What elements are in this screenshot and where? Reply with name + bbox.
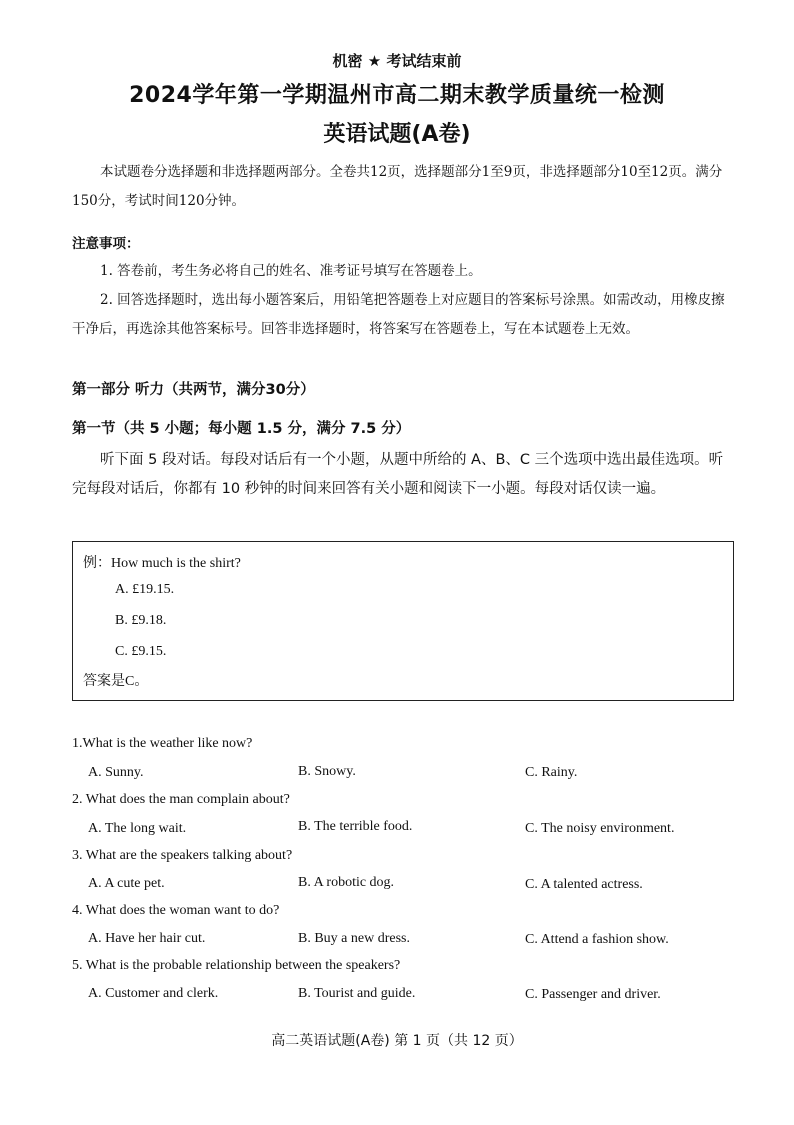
- option-b: B. Tourist and guide.: [298, 986, 416, 1001]
- example-question: 例：How much is the shirt?: [83, 556, 241, 571]
- confidential-label: 机密 ★ 考试结束前: [332, 52, 462, 70]
- question-4: 4. What does the woman want to do?: [72, 903, 280, 918]
- question-2: 2. What does the man complain about?: [72, 792, 290, 807]
- example-box: [72, 541, 734, 701]
- question-1: 1.What is the weather like now?: [72, 736, 253, 751]
- example-option: C. £9.15.: [115, 644, 167, 659]
- option-a: A. Customer and clerk.: [88, 986, 219, 1001]
- notice-item: 2. 回答选择题时，选出每小题答案后，用铅笔把答题卷上对应题目的答案标号涂黑。如需改动，用橡皮擦干净后，再选涂其他答案标号。回答非选择题时，将答案写在答题卷上，写在本试题卷上无效。: [72, 292, 725, 337]
- intro-paragraph: 本试题卷分选择题和非选择题两部分。全卷共12页，选择题部分1至9页，非选择题部分10至12页。满分150分，考试时间120分钟。: [72, 164, 723, 209]
- example-answer: 答案是C。: [83, 674, 149, 689]
- exam-title: 2024学年第一学期温州市高二期末教学质量统一检测: [129, 83, 665, 108]
- option-b: B. Snowy.: [298, 764, 356, 779]
- option-c: C. Rainy.: [525, 765, 578, 780]
- option-b: B. The terrible food.: [298, 819, 413, 834]
- section-instructions: 听下面 5 段对话。每段对话后有一个小题，从题中所给的 A、B、C 三个选项中选出最佳选项。听完每段对话后，你都有 10 秒钟的时间来回答有关小题和阅读下一小题。每段对话仅读一遍。: [72, 452, 724, 497]
- option-a: A. Sunny.: [88, 765, 144, 780]
- question-3: 3. What are the speakers talking about?: [72, 848, 293, 863]
- option-a: A. A cute pet.: [88, 876, 165, 891]
- question-5: 5. What is the probable relationship between the speakers?: [72, 958, 401, 973]
- option-b: B. Buy a new dress.: [298, 931, 410, 946]
- option-c: C. A talented actress.: [525, 877, 643, 892]
- exam-subtitle: 英语试题(A卷): [323, 122, 471, 147]
- page-footer: 高二英语试题(A卷) 第 1 页（共 12 页）: [271, 1033, 523, 1049]
- notice-title: 注意事项：: [72, 236, 140, 252]
- example-option: A. £19.15.: [115, 582, 175, 597]
- option-c: C. Attend a fashion show.: [525, 932, 669, 947]
- option-b: B. A robotic dog.: [298, 875, 395, 890]
- section-title: 第一节（共 5 小题；每小题 1.5 分，满分 7.5 分）: [72, 421, 411, 437]
- notice-item: 1. 答卷前，考生务必将自己的姓名、准考证号填写在答题卷上。: [100, 263, 482, 279]
- option-c: C. Passenger and driver.: [525, 987, 661, 1002]
- option-a: A. Have her hair cut.: [88, 931, 206, 946]
- example-option: B. £9.18.: [115, 613, 167, 628]
- option-a: A. The long wait.: [88, 821, 187, 836]
- part-title: 第一部分 听力（共两节，满分30分）: [72, 382, 315, 398]
- option-c: C. The noisy environment.: [525, 821, 675, 836]
